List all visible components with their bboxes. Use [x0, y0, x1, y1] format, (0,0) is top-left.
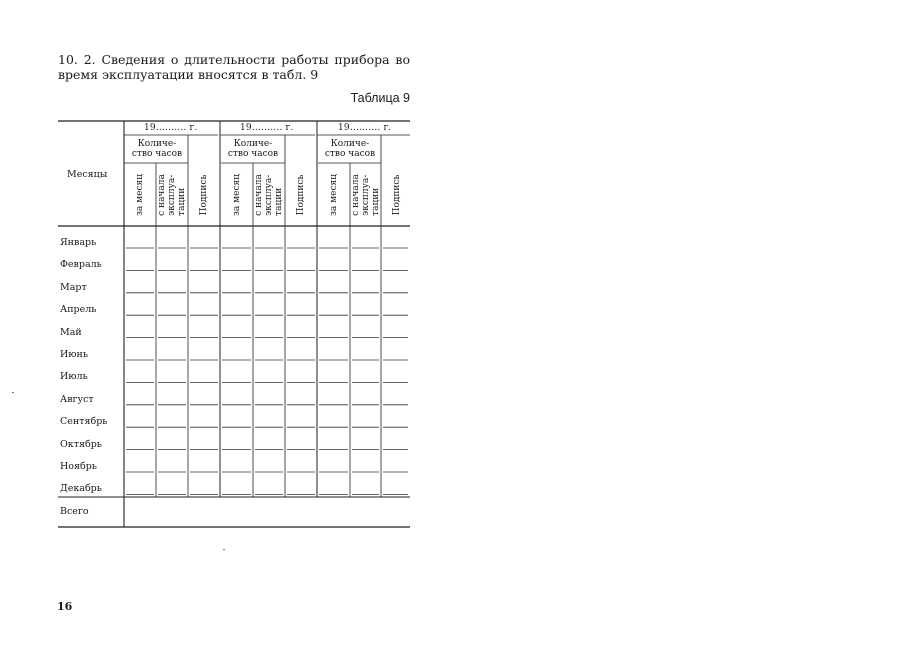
intro-paragraph: 10. 2. Сведения о длительности работы прибора во время эксплуатации вносятся в табл. 9 — [58, 52, 410, 82]
month-label: Октябрь — [60, 438, 102, 450]
month-label: Ноябрь — [60, 461, 97, 472]
month-label: Май — [60, 326, 82, 338]
signature-header-2: Подпись — [296, 174, 306, 216]
months-column-header: Месяцы — [67, 169, 108, 180]
hours-count-header-2: Количе- ство часов — [227, 139, 279, 159]
per-month-header-2: за месяц — [232, 174, 242, 216]
year-header-3: 19.......... г. — [338, 123, 392, 133]
hours-count-header-3: Количе- ство часов — [324, 139, 376, 159]
year-header-2: 19.......... г. — [240, 123, 294, 133]
table-caption: Таблица 9 — [350, 91, 410, 105]
per-month-header-1: за месяц — [135, 174, 145, 216]
month-label: Август — [60, 393, 94, 405]
month-label: Декабрь — [60, 483, 102, 495]
month-label: Март — [60, 281, 87, 293]
page-number: 16 — [57, 600, 73, 613]
signature-header-3: Подпись — [392, 174, 402, 216]
since-start-header-3: с начала эксплуа- тации — [351, 174, 381, 216]
since-start-header-2: с начала эксплуа- тации — [254, 174, 284, 216]
per-month-header-3: за месяц — [329, 174, 339, 216]
scan-speck — [12, 392, 14, 393]
hours-count-header-1: Количе- ство часов — [131, 139, 183, 159]
year-header-1: 19.......... г. — [144, 123, 198, 133]
since-start-header-1: с начала эксплуа- тации — [157, 174, 187, 216]
scan-speck — [223, 549, 225, 550]
signature-header-1: Подпись — [199, 174, 209, 216]
month-label: Июль — [60, 371, 88, 383]
month-label: Июнь — [60, 349, 89, 360]
total-row-label: Всего — [60, 506, 89, 517]
month-label: Сентябрь — [60, 416, 108, 428]
month-label: Январь — [60, 237, 97, 248]
month-label: Апрель — [60, 304, 97, 316]
month-label: Февраль — [60, 259, 102, 271]
